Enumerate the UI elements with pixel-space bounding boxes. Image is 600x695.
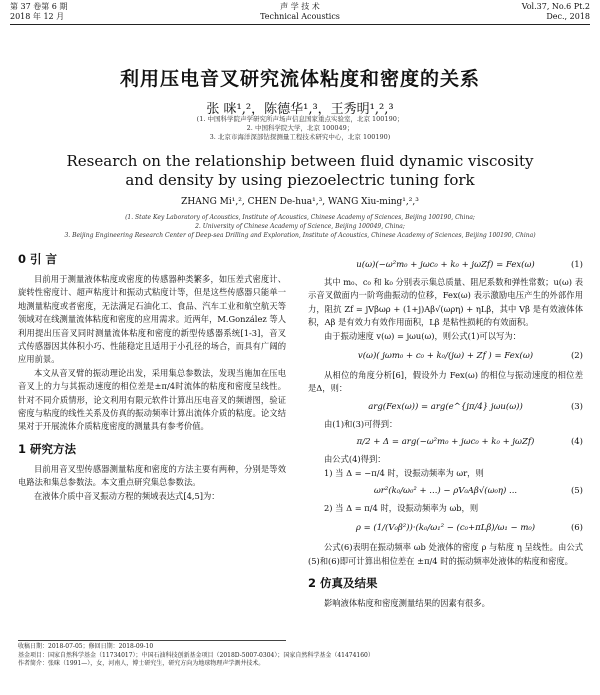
affiliation-en-1: (1. State Key Laboratory of Acoustics, Institute of Acoustics, Chinese Academy of Sciences, Beijing 100190, China; [125, 214, 475, 221]
equation-3-number: (3) [570, 401, 583, 412]
right-column [308, 254, 583, 611]
left-column [18, 252, 286, 503]
equation-5-body: ωr²(k₀/ω₀² + ...) − ρV₀Aβ√(ω₀η) ... [373, 486, 518, 497]
section-heading-simulation: 2 仿真及结果 [308, 576, 378, 591]
date-en: Dec., 2018 [546, 12, 590, 21]
equation-4-body: π/2 + Δ = arg(−ω²m₀ + jωc₀ + k₀ + jωZf) [356, 437, 535, 448]
method-paragraph-2: 在液体介质中音叉振动方程的频域表达式[4,5]为： [34, 490, 220, 501]
journal-name-en: Technical Acoustics [260, 12, 340, 21]
footnote-fund: 基金项目：国家自然科学基金（11734017）；中国石油科技创新基金项目（2018D-5007-0304）；国家自然科学基金（41474160） [18, 651, 374, 659]
affiliation-en-2: 2. University of Chinese Academy of Science, Beijing 100049, China; [195, 223, 405, 230]
intro-paragraph-2: 本文从音叉臂的振动理论出发，采用集总参数法，发现当施加在压电音叉上的力与其振动速度的相位差是±π/4时流体的粘度和密度呈线性。针对不同介质情形，论文利用有限元软件计算出压电音叉的频谱图，验证密度与粘度的线性关系及仿真的振动频率计算出流体介质的粘度。论文结果对于开展流体介质粘度密度的测量具有参考价值。 [18, 367, 286, 432]
title-english: Research on the relationship between fluid dynamic viscosity and density by using piezoelectric tuning fork [66, 152, 534, 189]
case-1-text: 1) 当 Δ = −π/4 时，设振动频率为 ωr，则 [324, 467, 484, 478]
header-divider [10, 24, 590, 25]
affiliation-en-3: 3. Beijing Engineering Research Center of Deep-sea Drilling and Exploration, Institute of Acoustics, Chinese Academy of Sciences, Beijing 100190, China) [64, 232, 536, 239]
date-cn: 2018 年 12 月 [10, 12, 65, 21]
footnote-received: 收稿日期：2018-07-05；修回日期：2018-09-10 [18, 643, 154, 650]
equation-1-number: (1) [570, 260, 583, 270]
equation-4-number: (4) [570, 437, 583, 448]
equation-3-body: arg(Fex(ω)) = arg(e^{jπ/4} jωu(ω)) [368, 401, 523, 412]
affiliations-chinese [0, 115, 600, 142]
authors-english: ZHANG Mi¹,², CHEN De-hua¹,³, WANG Xiu-ming¹,²,³ [181, 197, 419, 207]
affiliation-cn-3: 3. 北京市海洋深部钻探测量工程技术研究中心，北京 100190) [209, 133, 391, 141]
affiliation-cn-1: (1. 中国科学院声学研究所声场声信息国家重点实验室，北京 100190； [196, 115, 404, 123]
journal-name-cn: 声 学 技 术 [280, 2, 320, 11]
volume-en: Vol.37, No.6 Pt.2 [521, 2, 590, 11]
running-header [10, 2, 590, 24]
affiliation-cn-2: 2. 中国科学院大学，北京 100049； [246, 124, 354, 132]
equation-3 [308, 396, 583, 418]
right-paragraph-d: 由(1)和(3)可得到： [324, 418, 398, 429]
equation-4 [308, 431, 583, 453]
method-paragraph-1: 目前用音叉型传感器测量粘度和密度的方法主要有两种，分别是等效电路法和集总参数法。本文重点研究集总参数法。 [18, 463, 286, 488]
equation-2-body: v(ω)( jωm₀ + c₀ + k₀/(jω) + Zf ) = Fex(ω) [357, 351, 534, 362]
equation-5-number: (5) [570, 486, 583, 497]
right-paragraph-f: 公式(6)表明在振动频率 ωb 处液体的密度 ρ 与粘度 η 呈线性。由公式(5)和(6)即可计算出相位差在 ±π/4 时的振动频率处液体的粘度和密度。 [308, 542, 583, 566]
affiliations-english [20, 213, 580, 240]
equation-6-number: (6) [570, 523, 583, 534]
equation-2-number: (2) [570, 351, 583, 362]
section-heading-introduction: 0 引 言 [18, 252, 58, 266]
right-paragraph-c: 从相位的角度分析[6]，假设外力 Fex(ω) 的相位与振动速度的相位差是Δ，则： [308, 370, 583, 394]
authors-chinese: 张 咪¹,²，陈德华¹,³，王秀明¹,²,³ [206, 102, 394, 117]
right-paragraph-b: 由于振动速度 v(ω) = jωu(ω)，则公式(1)可以写为： [324, 330, 521, 341]
section-heading-method: 1 研究方法 [18, 441, 77, 456]
header-right [522, 2, 590, 22]
title-chinese: 利用压电音叉研究流体粘度和密度的关系 [119, 68, 480, 90]
equation-1-body: u(ω)(−ω²m₀ + jωc₀ + k₀ + jωZf) = Fex(ω) [356, 260, 535, 270]
footnote [18, 640, 374, 669]
right-paragraph-a: 其中 m₀、c₀ 和 k₀ 分别表示集总质量、阻尼系数和弹性常数；u(ω) 表示音叉做面内一阶弯曲振动的位移，Fex(ω) 表示激励电压产生的外部作用力，阻抗 Zf = jVβωρ + (1+j)Aβ√(ωρη) + ηLβ，其中 Vβ 是有效液体体积，Aβ 是有效力有效作用面积，Lβ 是粘性损耗的有效面积。 [308, 277, 583, 328]
simulation-paragraph: 影响液体粘度和密度测量结果的因素有很多。 [324, 598, 490, 609]
right-paragraph-e: 由公式(4)得到： [324, 454, 386, 465]
equation-6 [308, 515, 583, 541]
intro-paragraph-1: 目前用于测量液体粘度或密度的传感器种类繁多，如压差式密度计、旋转性密度计、超声粘度计和振动式粘度计等，但是这些传感器只能单一地测量粘度或者密度，无法满足石油化工、食品、汽车工业和航空航天等领域对在线测量流体粘度和密度的应用需求。近两年，M.González 等人利用提出压音叉同时测量流体粘度和密度的新型传感器系统[1-3]，音叉式传感器因其体积小巧、性能稳定且适用于小孔径的场合，而具有广阔的应用前景。 [18, 274, 286, 365]
equation-1 [308, 254, 583, 276]
volume-issue: 第 37 卷第 6 期 [10, 2, 68, 11]
equation-2 [308, 343, 583, 369]
case-2-text: 2) 当 Δ = π/4 时，设振动频率为 ωb，则 [324, 503, 479, 514]
footnote-author: 作者简介：张咪（1991—），女，河南人，博士研究生，研究方向为地球物理声学测井技术。 [18, 660, 265, 668]
equation-5 [308, 480, 583, 502]
header-center [10, 2, 590, 22]
equation-6-body: ρ = (1/(V₀β²))·(k₀/ω₁² − (c₀+πLβ)/ω₁ − m₀) [355, 523, 536, 534]
